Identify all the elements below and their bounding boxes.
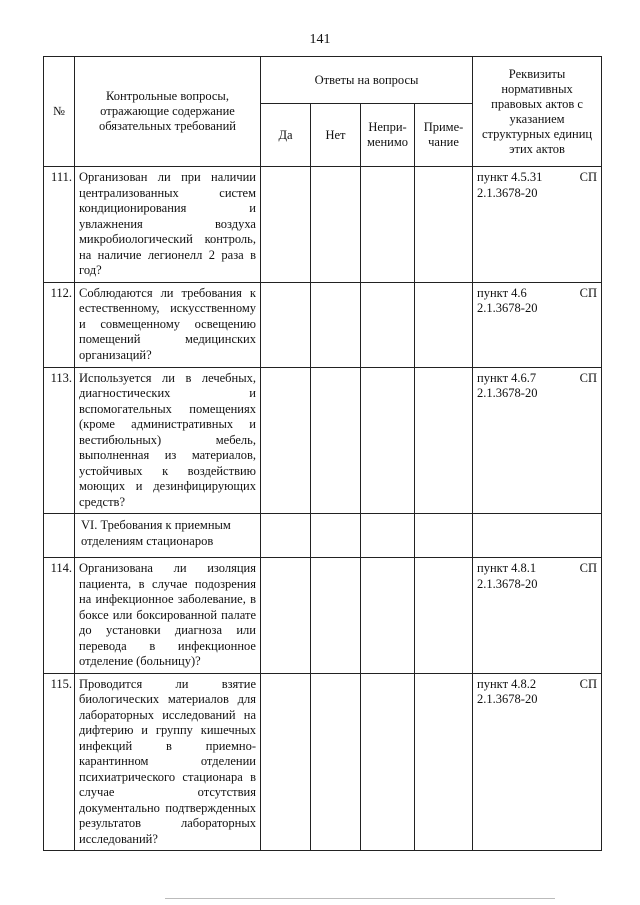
header-no: Нет: [311, 104, 361, 167]
header-answers: Ответы на вопросы: [261, 57, 473, 104]
ref-clause: пункт 4.5.31: [477, 170, 543, 184]
section-title: VI. Требования к приемным отделениям стационаров: [75, 514, 261, 558]
scan-artifact-line: [165, 898, 555, 899]
answer-yes-cell[interactable]: [261, 167, 311, 283]
answer-no-cell[interactable]: [311, 282, 361, 367]
ref-document: 2.1.3678-20: [477, 301, 538, 315]
answer-not-applicable-cell[interactable]: [361, 673, 415, 851]
answer-not-applicable-cell[interactable]: [361, 367, 415, 514]
page-number: 141: [309, 32, 331, 47]
row-requisites: [473, 367, 602, 514]
ref-code: СП: [579, 676, 598, 691]
answer-not-applicable-cell[interactable]: [361, 167, 415, 283]
answer-no-cell[interactable]: [311, 167, 361, 283]
ref-document: 2.1.3678-20: [477, 692, 538, 706]
table-row: [44, 558, 602, 674]
ref-clause: пункт 4.6.7: [477, 370, 537, 385]
row-question: Организована ли изоляция пациента, в случае подозрения на инфекционное заболевание, в боксе или боксированной палате до установки диагноза или перевода в инфекционное отделение (больницу)?: [75, 558, 261, 674]
row-question: Соблюдаются ли требования к естественному, искусственному и совмещенному освещению помещений медицинских организаций?: [75, 282, 261, 367]
answer-note-cell[interactable]: [415, 367, 473, 514]
table-row: [44, 167, 602, 283]
header-number: №: [44, 57, 75, 167]
header-requisites: Реквизиты нормативных правовых актов с указанием структурных единиц этих актов: [473, 57, 602, 167]
ref-clause: пункт 4.6: [477, 285, 527, 300]
answer-no-cell[interactable]: [311, 558, 361, 674]
row-question: Проводится ли взятие биологических материалов для лабораторных исследований на дифтерию и группу кишечных инфекций в приемно-карантинном отделении психиатрического стационара в случае отсутствия документально подтвержденных результатов лабораторных исследований?: [75, 673, 261, 851]
answer-not-applicable-cell[interactable]: [361, 558, 415, 674]
empty-cell: [361, 514, 415, 558]
empty-cell: [473, 514, 602, 558]
answer-no-cell[interactable]: [311, 367, 361, 514]
ref-document: 2.1.3678-20: [477, 185, 538, 200]
header-question: Контрольные вопросы, отражающие содержание обязательных требований: [75, 57, 261, 167]
ref-clause: пункт 4.8.1: [477, 561, 537, 575]
row-number: 115.: [44, 673, 75, 851]
ref-document: 2.1.3678-20: [477, 576, 538, 591]
answer-note-cell[interactable]: [415, 167, 473, 283]
answer-note-cell[interactable]: [415, 673, 473, 851]
ref-code: СП: [579, 170, 598, 184]
answer-yes-cell[interactable]: [261, 673, 311, 851]
section-row: [44, 514, 602, 558]
answer-no-cell[interactable]: [311, 673, 361, 851]
header-not-applicable: Непри-менимо: [361, 104, 415, 167]
row-requisites: [473, 167, 602, 283]
empty-cell: [261, 514, 311, 558]
row-question: Организован ли при наличии централизованных систем кондиционирования и увлажнения воздуха микробиологический контроль, на наличие легионелл 2 раза в год?: [75, 167, 261, 283]
empty-cell: [311, 514, 361, 558]
ref-code: СП: [579, 370, 598, 385]
checklist-table: [43, 56, 602, 851]
header-note: Приме-чание: [415, 104, 473, 167]
ref-clause: пункт 4.8.2: [477, 676, 537, 691]
table-row: [44, 673, 602, 851]
ref-code: СП: [579, 561, 598, 575]
answer-note-cell[interactable]: [415, 558, 473, 674]
row-requisites: [473, 282, 602, 367]
answer-yes-cell[interactable]: [261, 282, 311, 367]
row-requisites: [473, 558, 602, 674]
row-number: 114.: [44, 558, 75, 674]
row-number: 111.: [44, 167, 75, 283]
section-number-cell: [44, 514, 75, 558]
table-row: [44, 367, 602, 514]
answer-yes-cell[interactable]: [261, 558, 311, 674]
row-question: Используется ли в лечебных, диагностических и вспомогательных помещениях (кроме административных и вестибюльных) мебель, выполненная из материалов, устойчивых к воздействию моющих и дезинфицирующих средств?: [75, 367, 261, 514]
ref-code: СП: [579, 285, 598, 300]
row-number: 113.: [44, 367, 75, 514]
header-yes: Да: [261, 104, 311, 167]
answer-not-applicable-cell[interactable]: [361, 282, 415, 367]
row-requisites: [473, 673, 602, 851]
table-row: [44, 282, 602, 367]
ref-document: 2.1.3678-20: [477, 386, 538, 400]
row-number: 112.: [44, 282, 75, 367]
answer-note-cell[interactable]: [415, 282, 473, 367]
answer-yes-cell[interactable]: [261, 367, 311, 514]
empty-cell: [415, 514, 473, 558]
